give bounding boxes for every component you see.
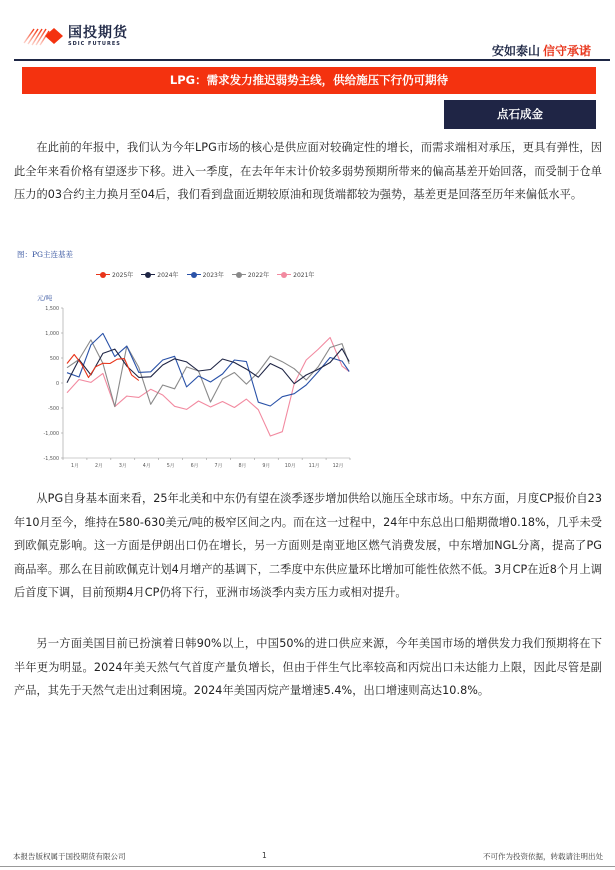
- y-tick-label: 1,000: [45, 331, 59, 337]
- paragraph-intro: 在此前的年报中，我们认为今年LPG市场的核心是供应面对较确定性的增长，而需求端相对承压，更具有弹性，因此全年来看价格有望逐步下移。进入一季度，在去年年末计价较多弱势预期所带来的偏高基差开始回落，而受制于仓单压力的03合约主力换月至04后，我们看到盘面近期较原油和现货端都较为强势，基差更是回落至历年来偏低水平。: [14, 141, 602, 201]
- legend-item-2025: [96, 270, 133, 279]
- legend-marker-icon: [96, 272, 110, 278]
- legend-item-2022: [232, 270, 269, 279]
- x-tick-label: 8月: [238, 464, 247, 469]
- chart-legend: [96, 270, 314, 279]
- slogan-part1: 安如泰山: [491, 44, 540, 58]
- y-tick-label: -1,000: [43, 431, 59, 437]
- x-tick-label: 5月: [166, 464, 175, 469]
- legend-item-2021: [277, 270, 314, 279]
- basis-line-chart: [30, 300, 360, 475]
- x-tick-label: 7月: [214, 464, 223, 469]
- legend-label: 2021年: [293, 272, 315, 279]
- legend-marker-icon: [277, 272, 291, 278]
- legend-item-2023: [187, 270, 224, 279]
- logo-chinese-name: 国投期货: [68, 24, 128, 41]
- legend-label: 2023年: [202, 272, 224, 279]
- company-logo: [22, 24, 128, 48]
- legend-marker-icon: [232, 272, 246, 278]
- legend-marker-icon: [187, 272, 201, 278]
- x-tick-label: 9月: [262, 464, 271, 469]
- x-tick-label: 3月: [118, 464, 127, 469]
- header-divider: [14, 59, 610, 61]
- x-tick-label: 4月: [142, 464, 151, 469]
- legend-label: 2024年: [157, 272, 179, 279]
- y-tick-label: 0: [55, 381, 59, 387]
- logo-english-name: SDIC FUTURES: [68, 40, 121, 47]
- report-title: LPG：需求发力推迟弱势主线，供给施压下行仍可期待: [22, 67, 596, 94]
- footer-copyright: 本报告版权属于国投期货有限公司: [13, 852, 126, 861]
- y-tick-label: -500: [48, 406, 59, 412]
- footer-page-number: 1: [262, 851, 267, 860]
- section-tag: 点石成金: [444, 100, 596, 129]
- paragraph-fundamentals: 从PG自身基本面来看，25年北美和中东仍有望在淡季逐步增加供给以施压全球市场。中东方面，月度CP报价自23年10月至今，维持在580-630美元/吨的极窄区间之内。而在这一过程中，24年中东总出口船期微增0.18%，几乎未受到欧佩克影响。这一方面是伊朗出口仍在增长，另一方面则是南亚地区燃气消费发展，中东增加NGL分离，提高了PG商品率。那么在目前欧佩克计划4月增产的基调下，二季度中东供应量环比增加可能性依然不低。3月CP在近8个月上调后首度下调，目前预期4月CP仍将下行，亚洲市场淡季内卖方压力或相对提升。: [14, 492, 602, 599]
- x-tick-label: 10月: [284, 464, 296, 469]
- legend-item-2024: [141, 270, 178, 279]
- y-tick-label: -1,500: [43, 456, 59, 462]
- series-line: [67, 340, 349, 407]
- figure-caption: 图：PG主连基差: [17, 250, 74, 259]
- page-header: [0, 0, 615, 62]
- series-line: [67, 349, 349, 384]
- footer-disclaimer: 不可作为投资依据，转载请注明出处: [483, 852, 603, 861]
- company-slogan: [492, 42, 591, 59]
- legend-label: 2022年: [247, 272, 270, 279]
- slogan-part2: 信守承诺: [542, 44, 591, 58]
- footer-divider: [0, 866, 615, 867]
- chart-unit-label: 元/吨: [37, 294, 53, 302]
- logo-diamond-icon: [22, 25, 64, 47]
- paragraph-us-supply: 另一方面美国目前已扮演着日韩90%以上，中国50%的进口供应来源，今年美国市场的增供发力我们预期将在下半年更为明显。2024年美天然气气首度产量负增长，但由于伴生气比率较高和丙烷出口未达能力上限，因此尽管是副产品，其先于天然气走出过剩困境。2024年美国丙烷产量增速5.4%，出口增速则高达10.8%。: [14, 637, 602, 697]
- x-tick-label: 6月: [190, 464, 199, 469]
- x-tick-label: 1月: [71, 464, 79, 469]
- x-tick-label: 11月: [308, 464, 320, 469]
- x-tick-label: 2月: [94, 464, 103, 469]
- x-tick-label: 12月: [332, 464, 344, 469]
- y-tick-label: 500: [49, 356, 59, 362]
- y-tick-label: 1,500: [45, 306, 59, 312]
- legend-marker-icon: [141, 272, 155, 278]
- legend-label: 2025年: [112, 272, 134, 279]
